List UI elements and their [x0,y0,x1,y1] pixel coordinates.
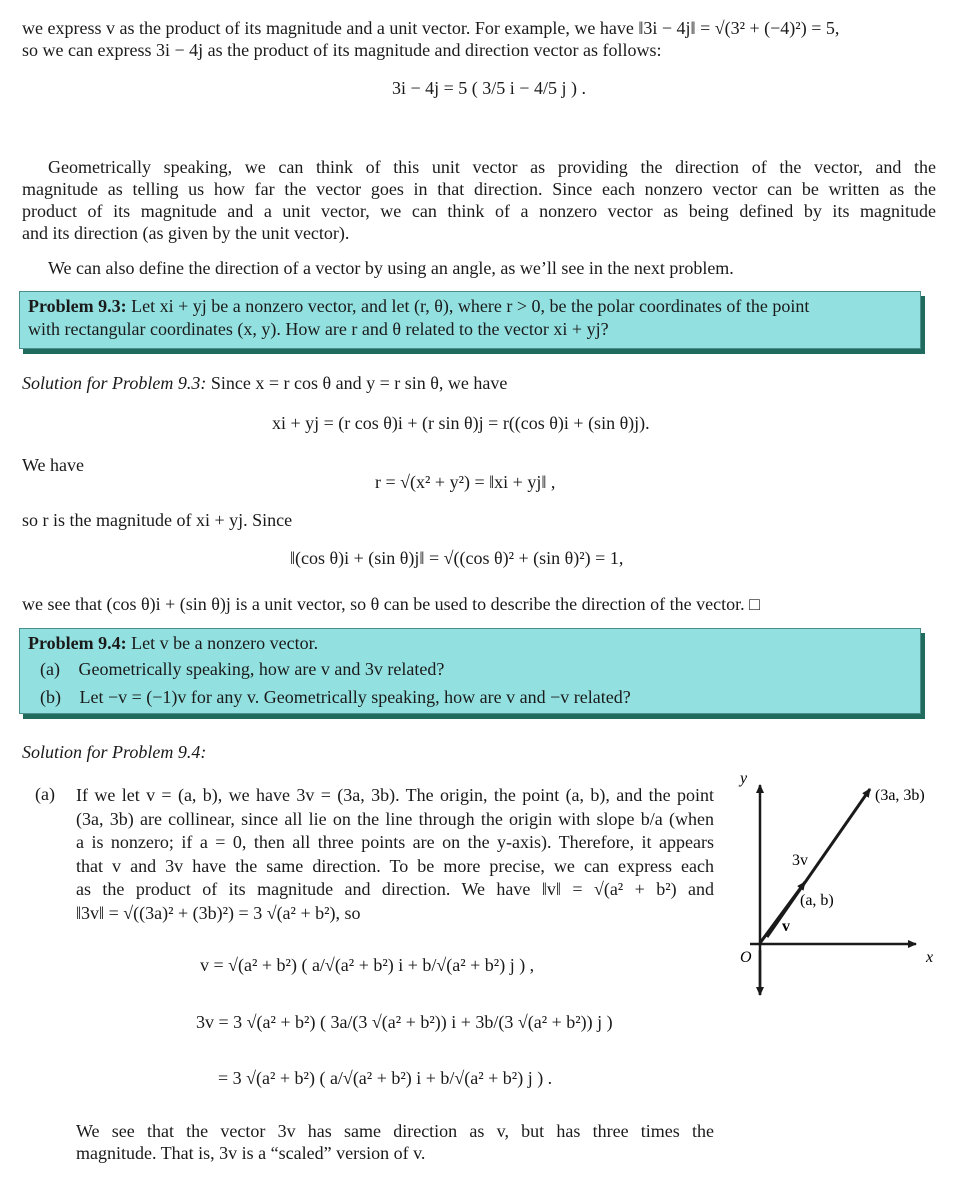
intro-equation-text: 3i − 4j = 5 ( 3/5 i − 4/5 j ) . [392,78,586,98]
problem-9-4-b-text: Let −v = (−1)v for any v. Geometrically speaking, how are v and −v related? [79,687,631,707]
geometric-line-2: magnitude as telling us how far the vector goes in that direction. Since each nonzero vector can be written as the [22,179,936,199]
intro-equation [392,78,586,99]
problem-9-4-label: Problem 9.4: [28,633,127,653]
solution-9-4-a-line-4: that v and 3v have the same direction. To be more precise, we can express each [76,855,714,876]
solution-9-3-eq1: xi + yj = (r cos θ)i + (r sin θ)j = r((cos θ)i + (sin θ)j). [272,413,650,433]
origin-label: O [740,949,752,966]
geometric-line-1: Geometrically speaking, we can think of this unit vector as providing the direction of the vector, and the [48,157,936,177]
problem-9-4-part-b [40,687,631,708]
solution-9-4-a-line-6: ‖3v‖ = √((3a)² + (3b)²) = 3 √(a² + b²), so [76,902,361,923]
solution-9-3-so-r: so r is the magnitude of xi + yj. Since [22,510,293,530]
solution-9-3-conclusion [22,594,760,615]
solution-9-4-a-line-1: If we let v = (a, b), we have 3v = (3a, 3b). The origin, the point (a, b), and the point [76,785,714,805]
solution-9-4-closing [76,1120,714,1164]
x-axis-label: x [926,949,934,966]
solution-9-3-eq3 [290,548,623,569]
vector-figure [730,765,950,1005]
intro-line-1 [22,18,936,39]
vector-3v-label: 3v [792,852,808,869]
problem-9-3-box [19,291,921,349]
solution-9-3-heading [22,373,507,394]
solution-9-4-a-line-3: a is nonzero; if a = 0, then all three points are on the y-axis). Therefore, it appears [76,832,714,852]
solution-9-3-eq2-text: r = √(x² + y²) = ‖xi + yj‖ , [375,472,556,492]
solution-9-4-eq-3v2: = 3 √(a² + b²) ( a/√(a² + b²) i + b/√(a² + b²) j ) . [218,1068,553,1088]
solution-9-4-a-paragraph [76,784,714,925]
problem-9-3-text-1: Let xi + yj be a nonzero vector, and let (r, θ), where r > 0, be the polar coordinates of the point [131,296,810,316]
solution-9-4-closing-line-1: We see that the vector 3v has same direction as v, but has three times the [76,1121,714,1141]
solution-9-4-closing-line-2: magnitude. That is, 3v is a “scaled” version of v. [76,1143,426,1163]
problem-9-4-box [19,628,921,714]
point-ab-label: (a, b) [800,892,834,909]
solution-9-4-eq-3v: 3v = 3 √(a² + b²) ( 3a/(3 √(a² + b²)) i + 3b/(3 √(a² + b²)) j ) [196,1012,613,1032]
solution-9-3-title: Solution for Problem 9.3: [22,373,207,393]
solution-9-4-eq-v: v = √(a² + b²) ( a/√(a² + b²) i + b/√(a² + b²) j ) , [200,955,535,975]
intro-line-2 [22,40,662,61]
problem-9-4-b-label: (b) [40,687,61,707]
vector-v-label: v [782,918,790,935]
problem-9-4-a-text: Geometrically speaking, how are v and 3v related? [78,659,445,679]
geometric-line-3: product of its magnitude and a unit vector, we can think of a nonzero vector as being defined by its magnitude [22,201,936,221]
problem-9-4-text: Let v be a nonzero vector. [131,633,319,653]
solution-9-3-we-have: We have [22,455,85,475]
problem-9-4-a-label: (a) [40,659,60,679]
problem-9-3-line-1 [28,296,809,317]
geometric-line-4: and its direction (as given by the unit vector). [22,223,350,243]
solution-9-4-title: Solution for Problem 9.4: [22,742,207,762]
angle-paragraph: We can also define the direction of a vector by using an angle, as we’ll see in the next problem. [48,258,734,278]
solution-9-4-a-label: (a) [35,784,55,804]
solution-9-3-intro: Since x = r cos θ and y = r sin θ, we have [210,373,508,393]
geometric-paragraph [22,156,936,244]
solution-9-3-eq2 [375,472,555,493]
problem-9-4-line-1 [28,633,318,654]
problem-9-4-part-a [40,659,444,680]
intro-line-2-text: so we can express 3i − 4j as the product of its magnitude and direction vector as follows: [22,40,662,60]
intro-line-1-text: we express v as the product of its magnitude and a unit vector. For example, we have ‖3i − 4j‖ = √(3² + (−4)²) = 5, [22,18,840,38]
problem-9-3-label: Problem 9.3: [28,296,127,316]
solution-9-3-eq3-text: ‖(cos θ)i + (sin θ)j‖ = √((cos θ)² + (sin θ)²) = 1, [290,548,624,568]
y-axis-label: y [740,770,748,787]
point-3a3b-label: (3a, 3b) [875,787,925,804]
qed-square-icon: □ [749,594,760,614]
problem-9-3-line-2: with rectangular coordinates (x, y). How are r and θ related to the vector xi + yj? [28,319,609,339]
solution-9-3-conclusion-text: we see that (cos θ)i + (sin θ)j is a unit vector, so θ can be used to describe the direction of the vector. [22,594,745,614]
solution-9-4-a-line-5: as the product of its magnitude and direction. We have ‖v‖ = √(a² + b²) and [76,879,714,899]
solution-9-4-a-line-2: (3a, 3b) are collinear, since all lie on the line through the origin with slope b/a (when [76,808,714,829]
